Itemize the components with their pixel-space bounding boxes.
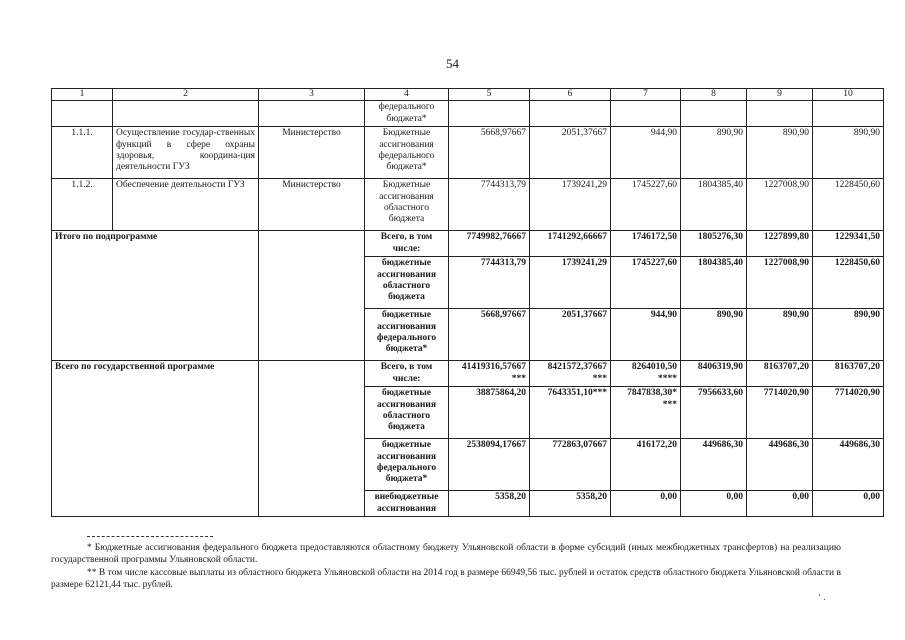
- value-cell: 1228450,60: [813, 257, 884, 309]
- value-cell: 1746172,50: [611, 231, 681, 257]
- footnotes: [51, 542, 841, 591]
- value-cell: 0,00: [611, 491, 681, 517]
- value-cell: 890,90: [681, 309, 747, 361]
- table-row: [52, 127, 884, 179]
- value-cell: 5358,20: [449, 491, 530, 517]
- header-cell: 1: [52, 89, 113, 101]
- value-cell: 890,90: [813, 309, 884, 361]
- value-cell: 944,90: [611, 127, 681, 179]
- value-cell: 7643351,10***: [530, 387, 611, 439]
- source-cell: внебюджетные ассигнования: [365, 491, 449, 517]
- value-cell: 944,90: [611, 309, 681, 361]
- value-cell: 772863,07667: [530, 439, 611, 491]
- value-cell: 2051,37667: [530, 309, 611, 361]
- row-name: Обеспечение деятельности ГУЗ: [113, 179, 259, 231]
- header-cell: 8: [681, 89, 747, 101]
- row-executor: Министерство: [259, 179, 365, 231]
- empty-cell: [611, 101, 681, 127]
- value-cell: 8163707,20: [813, 361, 884, 387]
- source-cell: бюджетные ассигнования федерального бюджета*: [365, 439, 449, 491]
- value-cell: 890,90: [747, 127, 813, 179]
- value-cell: 1804385,40: [681, 179, 747, 231]
- value-cell: 416172,20: [611, 439, 681, 491]
- empty-cell: [52, 101, 113, 127]
- source-cell: Бюджетные ассигнования федерального бюджета*: [365, 127, 449, 179]
- value-cell: 1227899,80: [747, 231, 813, 257]
- value-cell: 5358,20: [530, 491, 611, 517]
- value-cell: 5668,97667: [449, 309, 530, 361]
- value-cell: 449686,30: [813, 439, 884, 491]
- header-cell: 2: [113, 89, 259, 101]
- value-cell: 7714020,90: [813, 387, 884, 439]
- source-cell: бюджетные ассигнования областного бюджета: [365, 257, 449, 309]
- header-cell: 9: [747, 89, 813, 101]
- value-cell: 8406319,90: [681, 361, 747, 387]
- footnote-1: * Бюджетные ассигнования федерального бюджета предоставляются областному бюджету Ульяновской области в форме субсидий (иных межбюджетных трансфертов) на реализацию государственной программы Ульяновской области.: [51, 543, 841, 566]
- row-code: 1.1.2.: [52, 179, 113, 231]
- value-cell: 7847838,30* ***: [611, 387, 681, 439]
- value-cell: 7749982,76667: [449, 231, 530, 257]
- value-cell: 7744313,79: [449, 257, 530, 309]
- empty-cell: [813, 101, 884, 127]
- footnote-divider: [87, 536, 213, 537]
- value-cell: 7744313,79: [449, 179, 530, 231]
- source-cell: бюджетные ассигнования федерального бюджета*: [365, 309, 449, 361]
- budget-table: [51, 88, 884, 517]
- value-cell: 1229341,50: [813, 231, 884, 257]
- empty-cell: [681, 101, 747, 127]
- value-cell: 1805276,30: [681, 231, 747, 257]
- value-cell: 1227008,90: [747, 179, 813, 231]
- table-row: [52, 101, 884, 127]
- header-cell: 5: [449, 89, 530, 101]
- value-cell: 2538094,17667: [449, 439, 530, 491]
- page-number: 54: [446, 56, 459, 71]
- value-cell: 1745227,60: [611, 179, 681, 231]
- source-cell: Всего, в том числе:: [365, 361, 449, 387]
- value-cell: 0,00: [747, 491, 813, 517]
- value-cell: 449686,30: [681, 439, 747, 491]
- footnote-2: ** В том числе кассовые выплаты из областного бюджета Ульяновской области на 2014 год в размере 66949,56 тыс. рублей и остаток средств областного бюджета Ульяновской области в размере 62121,44 тыс. рублей.: [51, 567, 841, 591]
- header-cell: 6: [530, 89, 611, 101]
- value-cell: 1739241,29: [530, 179, 611, 231]
- row-code: 1.1.1.: [52, 127, 113, 179]
- empty-cell: [449, 101, 530, 127]
- empty-cell: [259, 231, 365, 361]
- table-row: [52, 361, 884, 387]
- value-cell: 890,90: [681, 127, 747, 179]
- row-name: Осуществление государ-ственных функций в сфере охраны здоровья, координа-ция деятельности ГУЗ: [113, 127, 259, 179]
- source-cell: Бюджетные ассигнования областного бюджета: [365, 179, 449, 231]
- value-cell: 890,90: [747, 309, 813, 361]
- row-executor: Министерство: [259, 127, 365, 179]
- value-cell: 7956633,60: [681, 387, 747, 439]
- value-cell: 5668,97667: [449, 127, 530, 179]
- source-cell: Всего, в том числе:: [365, 231, 449, 257]
- empty-cell: [259, 361, 365, 517]
- total-label: Всего по государственной программе: [52, 361, 259, 517]
- header-cell: 7: [611, 89, 681, 101]
- value-cell: 1228450,60: [813, 179, 884, 231]
- value-cell: 0,00: [681, 491, 747, 517]
- value-cell: 1745227,60: [611, 257, 681, 309]
- value-cell: 449686,30: [747, 439, 813, 491]
- value-cell: 41419316,57667 ***: [449, 361, 530, 387]
- subtotal-label: Итого по подпрограмме: [52, 231, 259, 361]
- empty-cell: [113, 101, 259, 127]
- header-cell: 4: [365, 89, 449, 101]
- table-row: [52, 179, 884, 231]
- value-cell: 890,90: [813, 127, 884, 179]
- value-cell: 2051,37667: [530, 127, 611, 179]
- header-row: [52, 89, 884, 101]
- value-cell: 0,00: [813, 491, 884, 517]
- empty-cell: [530, 101, 611, 127]
- value-cell: 8264010,50 ****: [611, 361, 681, 387]
- value-cell: 1227008,90: [747, 257, 813, 309]
- source-cell: федерального бюджета*: [365, 101, 449, 127]
- corner-mark: ‘ .: [818, 592, 826, 602]
- source-cell: бюджетные ассигнования областного бюджета: [365, 387, 449, 439]
- value-cell: 8421572,37667 ***: [530, 361, 611, 387]
- header-cell: 10: [813, 89, 884, 101]
- value-cell: 7714020,90: [747, 387, 813, 439]
- header-cell: 3: [259, 89, 365, 101]
- value-cell: 1739241,29: [530, 257, 611, 309]
- value-cell: 1804385,40: [681, 257, 747, 309]
- value-cell: 38875864,20: [449, 387, 530, 439]
- value-cell: 1741292,66667: [530, 231, 611, 257]
- value-cell: 8163707,20: [747, 361, 813, 387]
- table-row: [52, 231, 884, 257]
- empty-cell: [259, 101, 365, 127]
- empty-cell: [747, 101, 813, 127]
